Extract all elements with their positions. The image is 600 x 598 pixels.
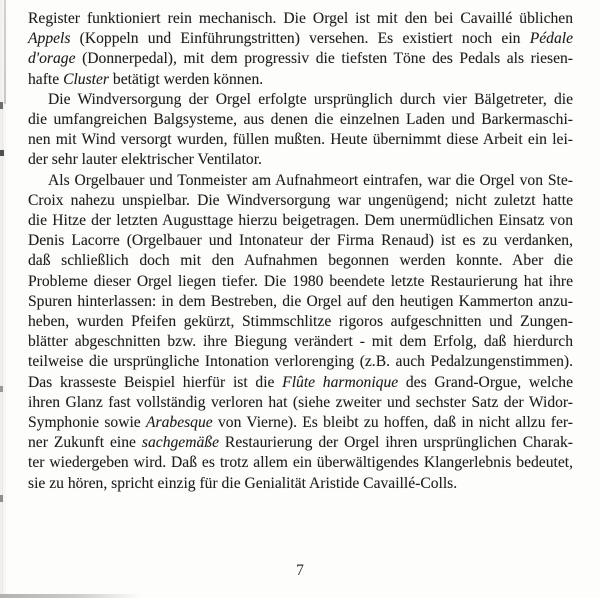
paragraph <box>28 171 573 494</box>
text-segment: Denis Lacorre (Orgelbauer und Intonateur der Firma Renaud) ist es zu verdanken, <box>28 232 573 250</box>
page-text <box>28 9 573 494</box>
text-line <box>28 292 573 312</box>
text-segment-italic: sachgemäße <box>141 434 219 452</box>
text-line <box>28 312 573 332</box>
text-segment: betätigt werden können. <box>109 70 264 88</box>
text-segment: Probleme dieser Orgel liegen tiefer. Die 1980 beendete letzte Restaurierung hat ihre <box>28 272 573 290</box>
page-number: 7 <box>296 562 304 579</box>
text-line <box>28 413 573 433</box>
text-segment: sie zu hören, spricht einzig für die Genialität Aristide Cavaillé-Colls. <box>28 474 458 492</box>
text-line <box>28 474 573 494</box>
text-line <box>28 251 573 271</box>
text-segment: nen mit Wind versorgt wurden, füllen mußten. Heute übernimmt diese Arbeit ein lei- <box>28 131 573 149</box>
text-segment: (Koppeln und Einführungstritten) versehen. Es existiert noch ein <box>70 30 530 48</box>
text-line <box>28 453 573 473</box>
scan-speck <box>0 386 3 392</box>
scan-left-edge-line-faint <box>2 104 3 598</box>
text-segment-italic: Arabesque <box>146 414 213 432</box>
text-line <box>28 110 573 130</box>
text-segment: Croix nahezu unspielbar. Die Windversorgung war ungenügend; nicht zuletzt hatte <box>28 191 573 209</box>
text-segment: hafte <box>28 70 64 88</box>
text-segment: heben, wurden Pfeifen gekürzt, Stimmschlitze rigoros aufgeschnitten und Zungen- <box>28 313 573 331</box>
text-segment: Die Windversorgung der Orgel erfolgte ursprünglich durch vier Bälgetreter, die <box>48 90 573 108</box>
text-line <box>28 90 573 110</box>
text-segment: ter wiedergeben wird. Daß es trotz allem ein überwältigendes Klangerlebnis bedeutet, <box>28 454 573 472</box>
text-line <box>28 70 573 90</box>
text-line <box>28 29 573 49</box>
text-segment: des Grand-Orgue, welche <box>398 373 574 391</box>
text-segment-italic: Pédale <box>529 30 573 48</box>
text-line <box>28 393 573 413</box>
paragraph <box>28 90 573 171</box>
text-segment: ihren Glanz fast vollständig verloren hat (siehe zweiter und sechster Satz der Widor- <box>28 393 573 411</box>
scan-speck <box>0 495 3 502</box>
text-segment-italic: Appels <box>28 30 71 48</box>
text-segment-italic: Cluster <box>63 70 109 88</box>
text-segment: daß schließlich doch mit den Aufnahmen begonnen werden konnte. Aber die <box>28 252 573 270</box>
text-segment-italic: d'orage <box>28 50 76 68</box>
text-segment: die umfangreichen Balgsysteme, aus denen die einzelnen Laden und Barkermaschi- <box>28 111 573 129</box>
text-segment: Restaurierung der Orgel ihren ursprünglichen Charak- <box>219 434 573 452</box>
text-line <box>28 191 573 211</box>
text-line <box>28 373 573 393</box>
scan-left-edge-line <box>4 0 6 104</box>
text-line <box>28 9 573 29</box>
text-segment: der sehr lauter elektrischer Ventilator. <box>28 151 262 169</box>
text-segment: Symphonie sowie <box>28 414 146 432</box>
scan-bottom-edge-strip <box>0 594 140 598</box>
text-line <box>28 171 573 191</box>
text-segment: Das krasseste Beispiel hierfür ist die <box>28 373 283 391</box>
text-line <box>28 211 573 231</box>
text-segment: Als Orgelbauer und Tonmeister am Aufnahmeort eintrafen, war die Orgel von Ste- <box>48 171 573 189</box>
text-line <box>28 332 573 352</box>
scan-speck <box>0 150 4 156</box>
text-segment: teilweise die ursprüngliche Intonation verlorenging (z.B. auch Pedalzungenstimmen). <box>28 353 573 371</box>
text-line <box>28 150 573 170</box>
text-segment: die Hitze der letzten Augusttage hierzu beigetragen. Dem unermüdlichen Einsatz von <box>28 212 573 230</box>
scan-speck <box>0 102 3 109</box>
text-segment: Spuren hinterlassen: in dem Bestreben, die Orgel auf den heutigen Kammerton anzu- <box>28 292 573 310</box>
paragraph <box>28 9 573 90</box>
text-segment: von Vierne). Es bleibt zu hoffen, daß in nicht allzu fer- <box>212 414 573 432</box>
text-line <box>28 352 573 372</box>
text-line <box>28 130 573 150</box>
text-segment-italic: Flûte harmonique <box>282 373 399 391</box>
text-line <box>28 272 573 292</box>
text-line <box>28 433 573 453</box>
text-segment: blätter abgeschnitten bzw. ihre Biegung verändert - mit dem Erfolg, daß hierdurch <box>28 333 573 351</box>
text-line <box>28 49 573 69</box>
text-line <box>28 231 573 251</box>
text-segment: (Donnerpedal), mit dem progressiv die tiefsten Töne des Pedals als riesen- <box>75 50 573 68</box>
text-segment: Register funktioniert rein mechanisch. Die Orgel ist mit den bei Cavaillé üblichen <box>28 10 573 27</box>
text-segment: ner Zukunft eine <box>28 434 142 452</box>
